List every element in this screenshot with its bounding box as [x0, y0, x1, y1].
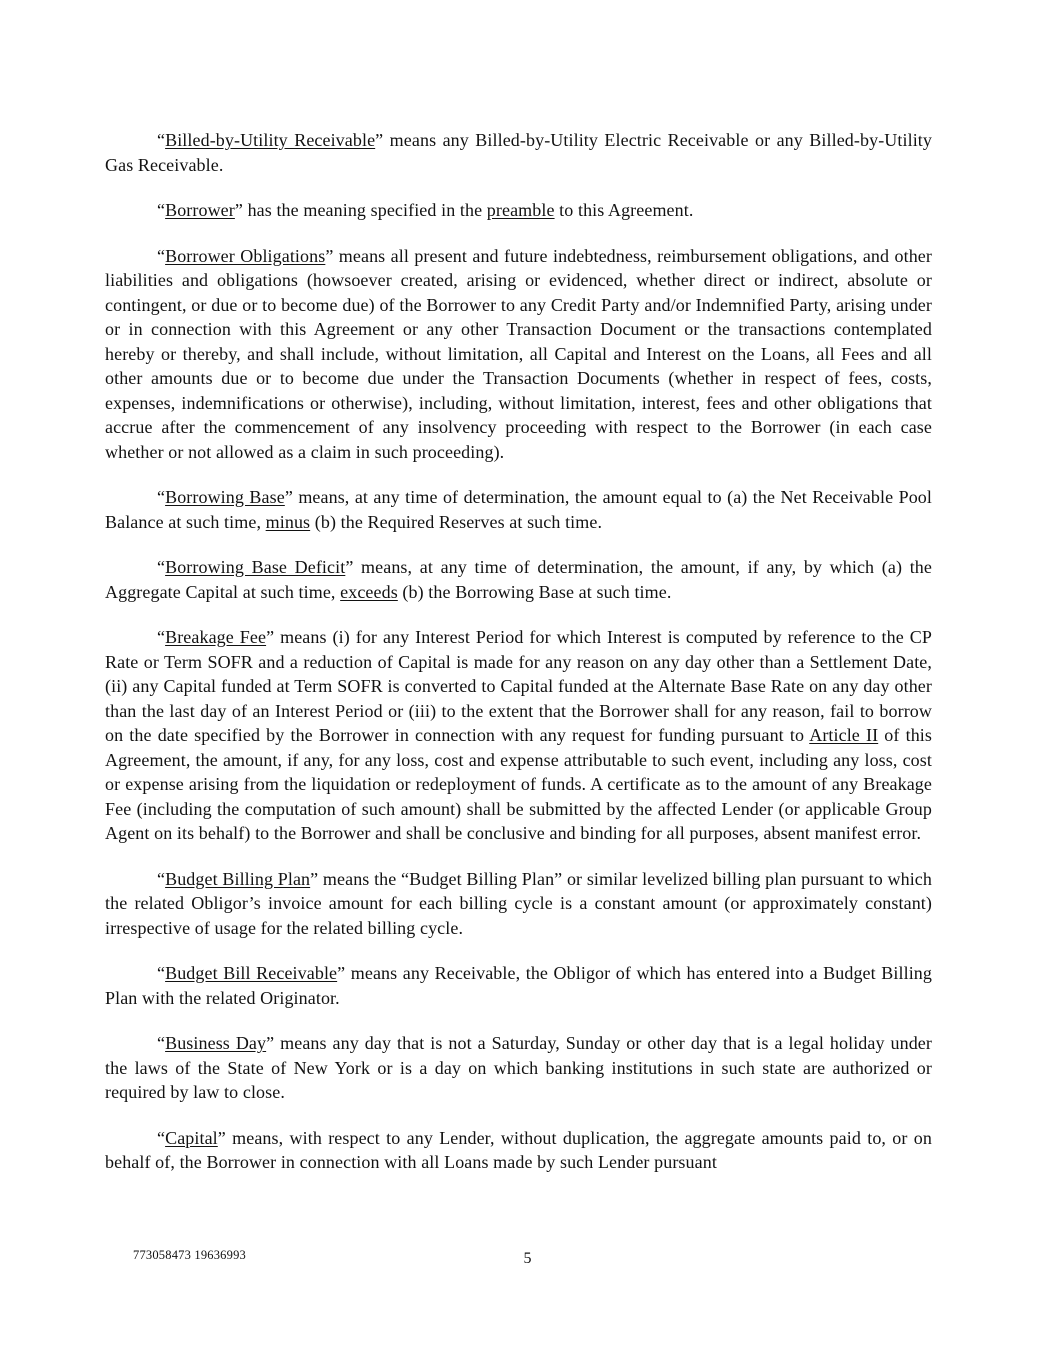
open-quote: “: [157, 963, 166, 983]
defined-term: Borrower Obligations: [165, 245, 326, 266]
definition-text: (b) the Borrowing Base at such time.: [397, 581, 672, 602]
open-quote: “: [157, 868, 166, 889]
underlined-cross-reference-article-ii: Article II: [809, 725, 879, 745]
definition-text: ” means any Billed-by-Utility Electric Receivable or any Billed-by-Utility Gas Receivable.: [105, 130, 932, 175]
defined-term: Budget Billing Plan: [165, 868, 311, 889]
defined-term: Borrowing Base Deficit: [165, 557, 346, 577]
definition-text: ” means, with respect to any Lender, without duplication, the aggregate amounts paid to, or on behalf of, the Borrower in connection with all Loans made by such Lender pursuant: [105, 1127, 932, 1172]
open-quote: “: [157, 1127, 166, 1148]
definition-text: ” means, at any time of determination, the amount, if any, by which (a) the Aggregate Capital at such time,: [105, 557, 932, 602]
open-quote: “: [157, 245, 166, 266]
definition-borrower: [105, 198, 932, 223]
definition-text: ” means any day that is not a Saturday, Sunday or other day that is a legal holiday under the laws of the State of New York or is a day on which banking institutions in such state are authorized or required by law to close.: [105, 1033, 932, 1102]
page-number: 5: [523, 1250, 532, 1267]
definition-borrower-obligations: [105, 244, 932, 465]
defined-term: Borrower: [165, 200, 235, 220]
defined-term: Capital: [165, 1127, 218, 1148]
document-id-footer: 773058473 19636993: [133, 1248, 246, 1262]
definition-borrowing-base-deficit: [105, 555, 932, 604]
definition-text: ” means the “Budget Billing Plan” or similar levelized billing plan pursuant to which the related Obligor’s invoice amount for each billing cycle is a constant amount (or approximately constant) irrespective of usage for the related billing cycle.: [105, 868, 932, 938]
definition-breakage-fee: [105, 625, 932, 846]
definition-borrowing-base: [105, 485, 932, 534]
underlined-word-minus: minus: [265, 511, 311, 532]
definition-budget-bill-receivable: [105, 961, 932, 1010]
defined-term: Budget Bill Receivable: [165, 963, 338, 983]
definition-billed-by-utility-receivable: [105, 128, 932, 177]
open-quote: “: [157, 200, 166, 220]
definition-business-day: [105, 1031, 932, 1105]
open-quote: “: [157, 627, 166, 647]
open-quote: “: [157, 1033, 166, 1053]
open-quote: “: [157, 487, 166, 507]
open-quote: “: [157, 557, 166, 577]
open-quote: “: [157, 130, 166, 150]
document-body: [105, 128, 932, 1196]
defined-term: Breakage Fee: [165, 627, 267, 647]
defined-term: Borrowing Base: [165, 487, 285, 507]
definition-text: (b) the Required Reserves at such time.: [310, 511, 603, 532]
definition-text: ” means all present and future indebtedness, reimbursement obligations, and other liabilities and obligations (howsoever created, arising or evidenced, whether direct or indirect, absolute or contingent, or due or to become due) of the Borrower to any Credit Party and/or Indemnified Party, arising under or in connection with this Agreement or any other Transaction Document or the transactions contemplated hereby or thereby, and shall include, without limitation, all Capital and Interest on the Loans, all Fees and all other amounts due or to become due under the Transaction Documents (whether in respect of fees, costs, expenses, indemnifications or otherwise), including, without limitation, interest, fees and other obligations that accrue after the commencement of any insolvency proceeding with respect to the Borrower (in each case whether or not allowed as a claim in such proceeding).: [105, 245, 932, 462]
defined-term: Billed-by-Utility Receivable: [165, 130, 376, 150]
definition-text: to this Agreement.: [554, 200, 694, 220]
underlined-word-exceeds: exceeds: [340, 581, 398, 602]
definition-text: ” means (i) for any Interest Period for which Interest is computed by reference to the CP Rate or Term SOFR and a reduction of Capital is made for any reason on any day other than a Settlement Date, (ii) any Capital funded at Term SOFR is converted to Capital funded at the Alternate Base Rate on any day other than the last day of an Interest Period or (iii) to the extent that the Borrower shall for any reason, fail to borrow on the date specified by the Borrower in connection with any request for funding pursuant to: [105, 627, 932, 745]
defined-term: Business Day: [165, 1033, 267, 1053]
definition-text: ” means, at any time of determination, the amount equal to (a) the Net Receivable Pool Balance at such time,: [105, 487, 933, 532]
definition-text: ” means any Receivable, the Obligor of which has entered into a Budget Billing Plan with the related Originator.: [105, 963, 932, 1008]
underlined-word-preamble: preamble: [486, 200, 555, 220]
definition-budget-billing-plan: [105, 867, 932, 941]
definition-text: ” has the meaning specified in the: [234, 200, 487, 220]
definition-text: of this Agreement, the amount, if any, for any loss, cost and expense attributable to such event, including any loss, cost or expense arising from the liquidation or redeployment of funds. A certificate as to the amount of any Breakage Fee (including the computation of such amount) shall be submitted by the affected Lender (or applicable Group Agent on its behalf) to the Borrower and shall be conclusive and binding for all purposes, absent manifest error.: [105, 725, 932, 843]
definition-capital: [105, 1126, 932, 1175]
